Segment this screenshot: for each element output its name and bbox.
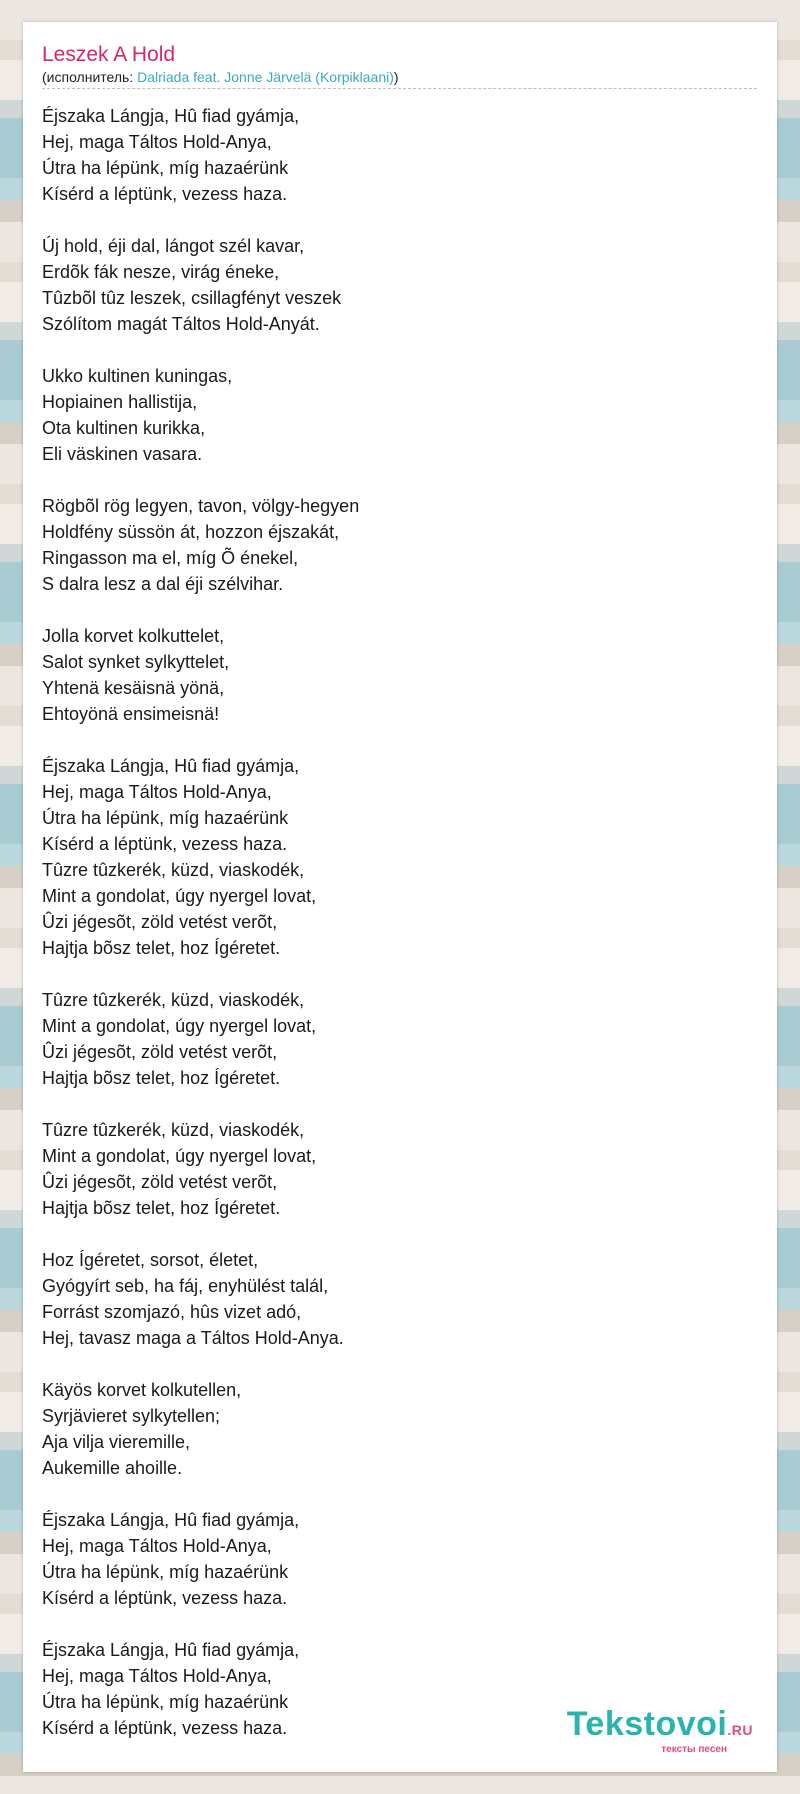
lyric-line: Tûzre tûzkerék, küzd, viaskodék,: [42, 990, 305, 1010]
lyric-line: Útra ha lépünk, míg hazaérünk: [42, 158, 289, 178]
lyric-line: Éjszaka Lángja, Hû fiad gyámja,: [42, 756, 300, 776]
lyric-line: Syrjävieret sylkytellen;: [42, 1406, 221, 1426]
logo-wordmark: [533, 1706, 753, 1748]
lyric-line: Szólítom magát Táltos Hold-Anyát.: [42, 314, 320, 334]
lyric-stanza: [42, 363, 758, 467]
lyrics-card: [23, 22, 777, 1772]
lyric-line: Új hold, éji dal, lángot szél kavar,: [42, 236, 305, 256]
lyric-stanza: [42, 1247, 758, 1351]
lyric-stanza: [42, 753, 758, 961]
lyric-line: Hopiainen hallistija,: [42, 392, 198, 412]
logo-name: Tekstovoi: [566, 1705, 728, 1743]
lyric-stanza: [42, 493, 758, 597]
lyric-line: Útra ha lépünk, míg hazaérünk: [42, 1562, 289, 1582]
lyric-line: Ukko kultinen kuningas,: [42, 366, 233, 386]
lyric-line: Salot synket sylkyttelet,: [42, 652, 230, 672]
lyric-stanza: [42, 1507, 758, 1611]
logo-tld: .RU: [727, 1722, 753, 1738]
lyric-line: Tûzre tûzkerék, küzd, viaskodék,: [42, 1120, 305, 1140]
lyric-line: Kísérd a léptünk, vezess haza.: [42, 184, 288, 204]
lyric-stanza: [42, 623, 758, 727]
lyric-line: Ûzi jégesõt, zöld vetést verõt,: [42, 912, 278, 932]
lyric-line: Erdõk fák nesze, virág éneke,: [42, 262, 280, 282]
lyric-stanza: [42, 1117, 758, 1221]
artist-link[interactable]: Dalriada feat. Jonne Järvelä (Korpiklaani): [137, 69, 394, 85]
performer-line: [42, 68, 757, 89]
lyric-line: Mint a gondolat, úgy nyergel lovat,: [42, 1016, 317, 1036]
lyric-line: Éjszaka Lángja, Hû fiad gyámja,: [42, 1640, 300, 1660]
lyric-line: Aukemille ahoille.: [42, 1458, 183, 1478]
lyric-line: Gyógyírt seb, ha fáj, enyhülést talál,: [42, 1276, 329, 1296]
lyric-line: Mint a gondolat, úgy nyergel lovat,: [42, 886, 317, 906]
lyric-line: Hej, maga Táltos Hold-Anya,: [42, 1666, 272, 1686]
lyric-line: S dalra lesz a dal éji szélvihar.: [42, 574, 284, 594]
lyric-line: Hajtja bõsz telet, hoz Ígéretet.: [42, 1198, 281, 1218]
lyric-line: Käyös korvet kolkutellen,: [42, 1380, 242, 1400]
lyric-line: Mint a gondolat, úgy nyergel lovat,: [42, 1146, 317, 1166]
lyric-stanza: [42, 1377, 758, 1481]
lyric-line: Éjszaka Lángja, Hû fiad gyámja,: [42, 106, 300, 126]
lyric-line: Hej, maga Táltos Hold-Anya,: [42, 782, 272, 802]
performer-suffix: ): [393, 69, 399, 85]
lyric-stanza: [42, 233, 758, 337]
site-logo[interactable]: [533, 1706, 753, 1756]
song-title: Leszek A Hold: [42, 43, 176, 66]
lyric-line: Forrást szomjazó, hûs vizet adó,: [42, 1302, 302, 1322]
lyric-line: Kísérd a léptünk, vezess haza.: [42, 1588, 288, 1608]
lyric-line: Hej, tavasz maga a Táltos Hold-Anya.: [42, 1328, 344, 1348]
lyric-line: Rögbõl rög legyen, tavon, völgy-hegyen: [42, 496, 360, 516]
performer-prefix: (исполнитель:: [42, 69, 138, 85]
lyric-line: Hej, maga Táltos Hold-Anya,: [42, 132, 272, 152]
lyric-stanza: [42, 987, 758, 1091]
lyric-stanza: [42, 103, 758, 207]
lyric-line: Hoz Ígéretet, sorsot, életet,: [42, 1250, 259, 1270]
lyric-line: Kísérd a léptünk, vezess haza.: [42, 1718, 288, 1738]
lyric-line: Tûzbõl tûz leszek, csillagfényt veszek: [42, 288, 342, 308]
lyric-line: Hajtja bõsz telet, hoz Ígéretet.: [42, 938, 281, 958]
lyric-line: Ehtoyönä ensimeisnä!: [42, 704, 220, 724]
lyric-line: Aja vilja vieremille,: [42, 1432, 191, 1452]
lyric-line: Ringasson ma el, míg Õ énekel,: [42, 548, 299, 568]
lyrics-body: [42, 103, 758, 1741]
lyric-line: Yhtenä kesäisnä yönä,: [42, 678, 225, 698]
lyric-line: Jolla korvet kolkuttelet,: [42, 626, 225, 646]
logo-tagline: тексты песен: [661, 1744, 727, 1755]
lyric-line: Tûzre tûzkerék, küzd, viaskodék,: [42, 860, 305, 880]
lyric-line: Útra ha lépünk, míg hazaérünk: [42, 808, 289, 828]
lyric-line: Eli väskinen vasara.: [42, 444, 203, 464]
lyric-line: Ûzi jégesõt, zöld vetést verõt,: [42, 1042, 278, 1062]
lyric-line: Holdfény süssön át, hozzon éjszakát,: [42, 522, 340, 542]
lyric-line: Hajtja bõsz telet, hoz Ígéretet.: [42, 1068, 281, 1088]
lyric-line: Ûzi jégesõt, zöld vetést verõt,: [42, 1172, 278, 1192]
lyric-line: Útra ha lépünk, míg hazaérünk: [42, 1692, 289, 1712]
lyric-line: Ota kultinen kurikka,: [42, 418, 206, 438]
lyric-line: Éjszaka Lángja, Hû fiad gyámja,: [42, 1510, 300, 1530]
lyric-line: Hej, maga Táltos Hold-Anya,: [42, 1536, 272, 1556]
lyric-line: Kísérd a léptünk, vezess haza.: [42, 834, 288, 854]
